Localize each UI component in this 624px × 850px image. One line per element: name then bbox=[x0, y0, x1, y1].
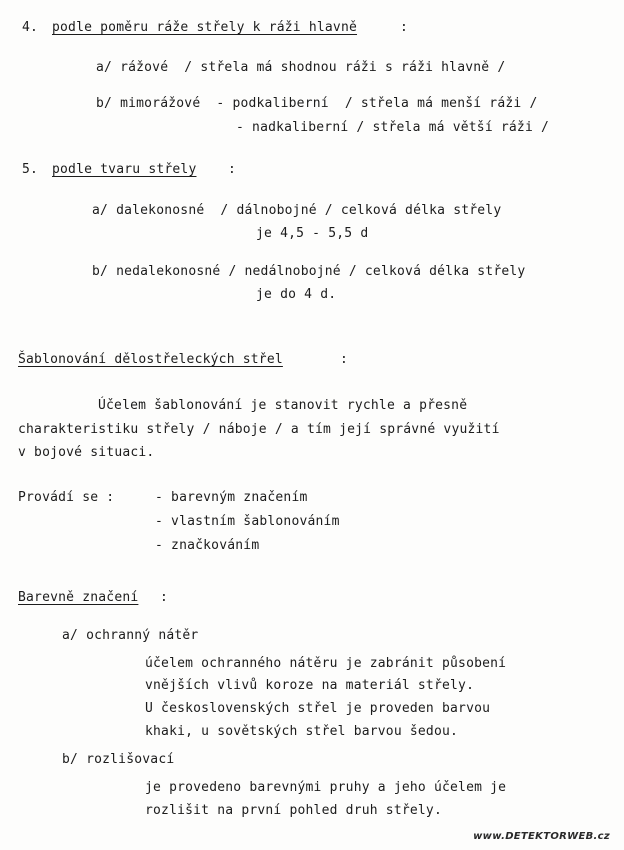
barevne-item-b-line2: rozlišit na první pohled druh střely. bbox=[145, 803, 442, 818]
barevne-item-b-label: b/ rozlišovací bbox=[62, 752, 175, 767]
sablonovani-paragraph-line2: charakteristiku střely / náboje / a tím její správné využití bbox=[18, 422, 500, 437]
provadi-label: Provádí se : bbox=[18, 490, 115, 505]
section-5-item-b-line1: b/ nedalekonosné / nedálnobojné / celková délka střely bbox=[92, 264, 526, 279]
provadi-list-item: - značkováním bbox=[155, 538, 260, 553]
barevne-item-a-line4: khaki, u sovětských střel barvou šedou. bbox=[145, 724, 459, 739]
sablonovani-heading: Šablonování dělostřeleckých střel bbox=[18, 352, 283, 367]
section-4-item-b-line2: - nadkaliberní / střela má větší ráži / bbox=[236, 120, 550, 135]
section-5-item-a-line2: je 4,5 - 5,5 d bbox=[256, 226, 369, 241]
section-5-heading: podle tvaru střely bbox=[52, 162, 197, 177]
provadi-list-item: - barevným značením bbox=[155, 490, 308, 505]
barevne-item-b-line1: je provedeno barevnými pruhy a jeho účelem je bbox=[145, 780, 507, 795]
barevne-znaceni-heading: Barevně značení bbox=[18, 590, 139, 605]
section-4-colon: : bbox=[400, 20, 409, 35]
sablonovani-paragraph-line3: v bojové situaci. bbox=[18, 445, 155, 460]
watermark-text: www.DETEKTORWEB.cz bbox=[473, 831, 610, 842]
section-5-number: 5. bbox=[22, 162, 39, 177]
barevne-item-a-line1: účelem ochranného nátěru je zabránit působení bbox=[145, 656, 507, 671]
section-4-item-b-line1: b/ mimorážové - podkaliberní / střela má menší ráži / bbox=[96, 96, 538, 111]
provadi-list-item: - vlastním šablonováním bbox=[155, 514, 340, 529]
sablonovani-colon: : bbox=[340, 352, 349, 367]
sablonovani-paragraph-line1: Účelem šablonování je stanovit rychle a přesně bbox=[98, 398, 468, 413]
barevne-item-a-line2: vnějších vlivů koroze na materiál střely. bbox=[145, 678, 475, 693]
section-5-item-b-line2: je do 4 d. bbox=[256, 287, 337, 302]
barevne-item-a-label: a/ ochranný nátěr bbox=[62, 628, 199, 643]
section-4-number: 4. bbox=[22, 20, 39, 35]
section-4-heading: podle poměru ráže střely k ráži hlavně bbox=[52, 20, 358, 35]
section-5-item-a-line1: a/ dalekonosné / dálnobojné / celková délka střely bbox=[92, 203, 502, 218]
barevne-item-a-line3: U československých střel je proveden barvou bbox=[145, 701, 491, 716]
section-5-colon: : bbox=[228, 162, 237, 177]
barevne-znaceni-colon: : bbox=[160, 590, 169, 605]
section-4-item-a: a/ rážové / střela má shodnou ráži s ráži hlavně / bbox=[96, 60, 506, 75]
